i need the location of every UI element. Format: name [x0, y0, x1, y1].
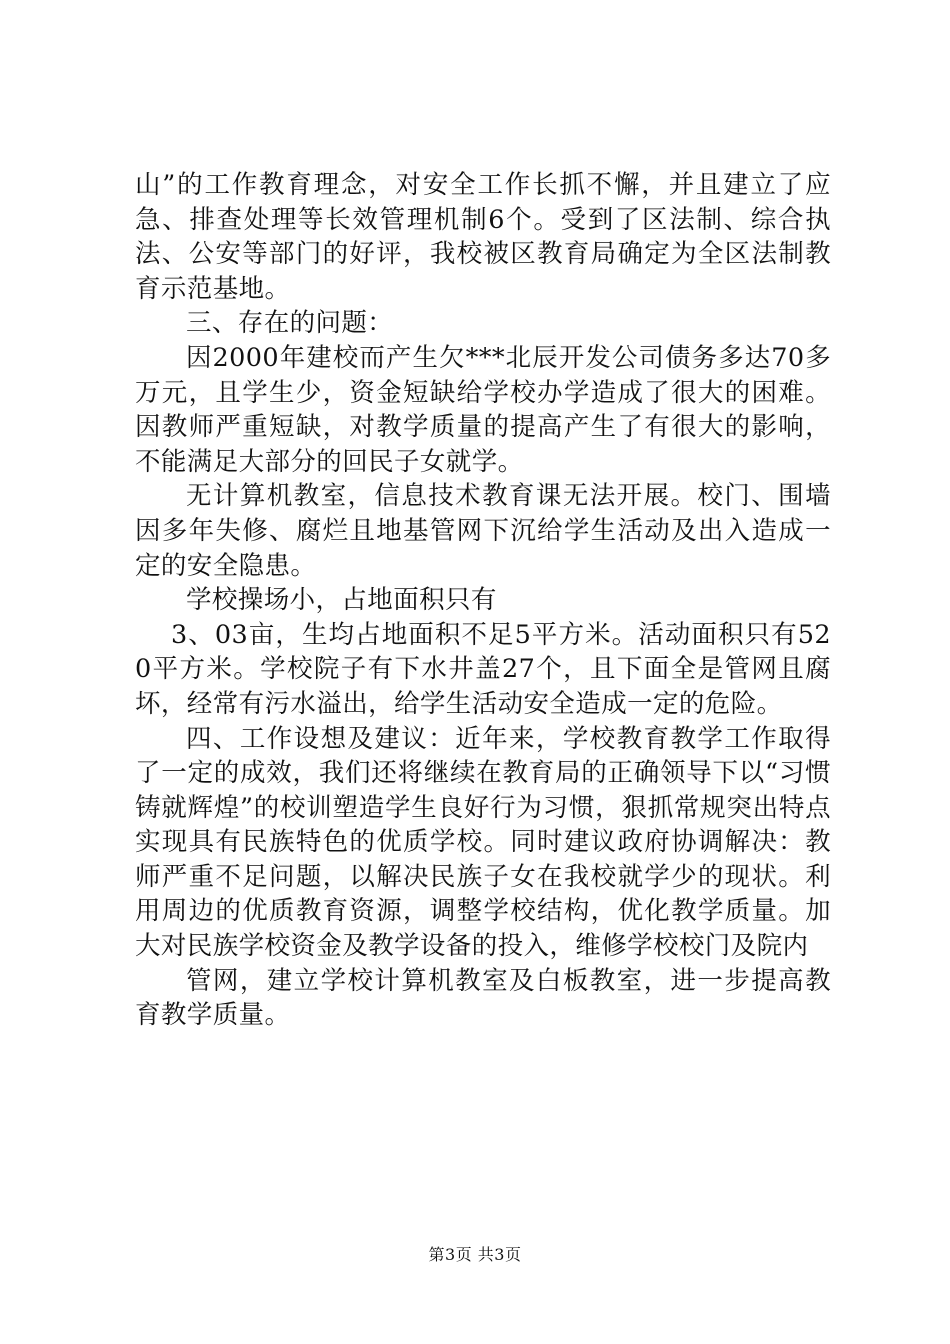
paragraph-area: 3、03亩，生均占地面积不足5平方米。活动面积只有520平方米。学校院子有下水井盖27个，且下面全是管网且腐坏，经常有污水溢出，给学生活动安全造成一定的危险。	[135, 619, 831, 719]
paragraph-pipe-network: 管网，建立学校计算机教室及白板教室，进一步提高教育教学质量。	[135, 965, 831, 1031]
paragraph-computer-room: 无计算机教室，信息技术教育课无法开展。校门、围墙因多年失修、腐烂且地基管网下沉给学生活动及出入造成一定的安全隐患。	[135, 481, 831, 581]
page-number-footer: 第3页 共3页	[428, 1245, 522, 1264]
section-heading-problems: 三、存在的问题：	[186, 308, 394, 339]
document-body	[135, 168, 831, 1033]
paragraph-debt: 因2000年建校而产生欠***北辰开发公司债务多达70多万元，且学生少，资金短缺给学校办学造成了很大的困难。因教师严重短缺，对教学质量的提高产生了有很大的影响，不能满足大部分的回民子女就学。	[135, 342, 831, 477]
paragraph-playground: 学校操场小，占地面积只有	[186, 585, 497, 616]
section-heading-suggestions: 四、工作设想及建议：近年来，学校教育教学工作取得了一定的成效，我们还将继续在教育局的正确领导下以“习惯铸就辉煌”的校训塑造学生良好行为习惯，狠抓常规突出特点实现具有民族特色的优质学校。同时建议政府协调解决：教师严重不足问题，以解决民族子女在我校就学少的现状。利用周边的优质教育资源，调整学校结构，优化教学质量。加大对民族学校资金及教学设备的投入，维修学校校门及院内	[135, 723, 831, 962]
paragraph-continuation: 山”的工作教育理念，对安全工作长抓不懈，并且建立了应急、排查处理等长效管理机制6个。受到了区法制、综合执法、公安等部门的好评，我校被区教育局确定为全区法制教育示范基地。	[135, 170, 831, 304]
